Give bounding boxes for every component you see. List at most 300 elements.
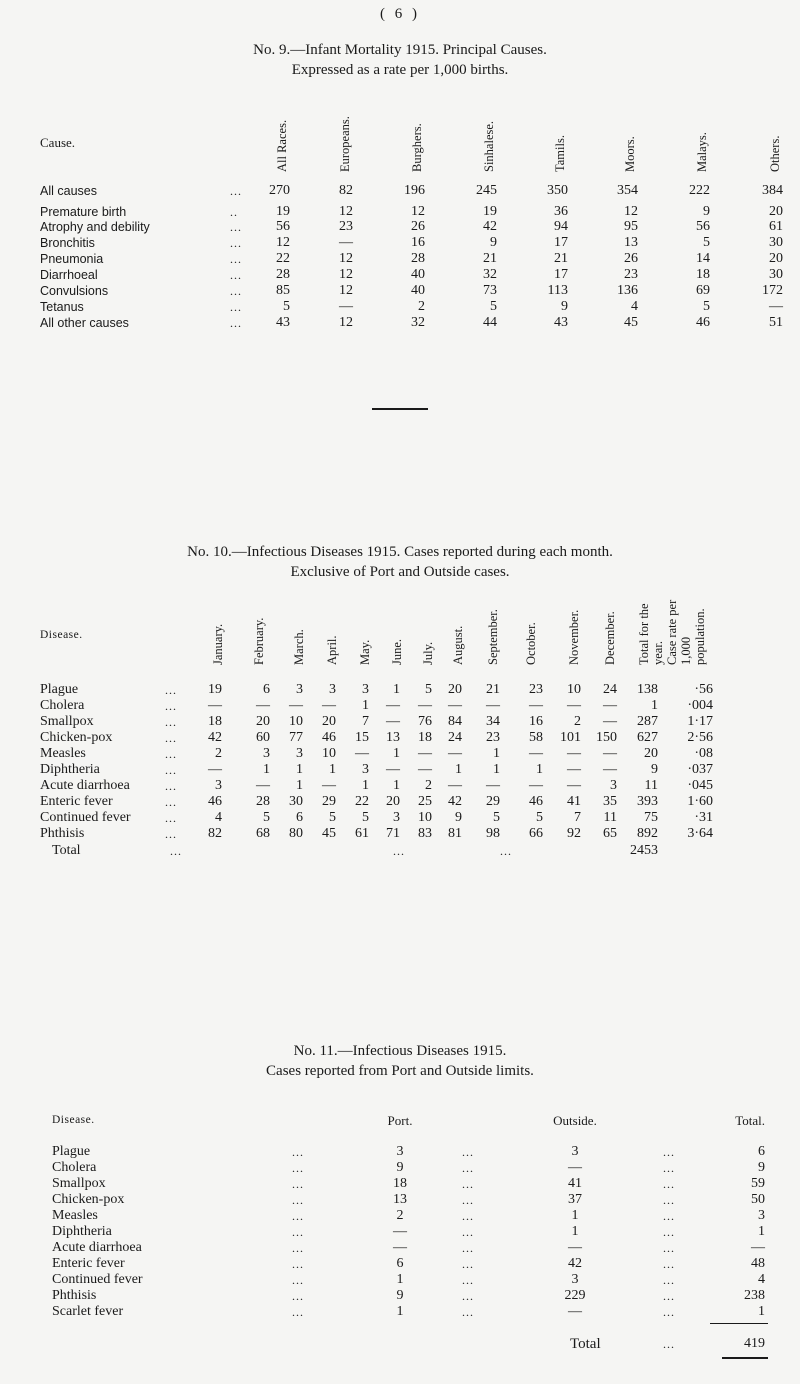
table-cell: — — [603, 762, 617, 777]
table-cell: 9 — [703, 204, 710, 219]
table-cell: 138 — [637, 682, 658, 697]
table-cell: 46 — [208, 794, 222, 809]
table-cell: 13 — [624, 235, 638, 250]
table-cell: 26 — [411, 219, 425, 234]
table-cell: 270 — [269, 183, 290, 198]
row-leader: ... — [292, 1305, 304, 1319]
row-leader: ... — [230, 300, 242, 314]
column-header: Sinhalese. — [482, 120, 496, 172]
row-leader: ... — [663, 1257, 675, 1271]
column-header: July. — [421, 641, 435, 665]
row-leader: ... — [462, 1177, 474, 1191]
outside-cell: 3 — [571, 1144, 579, 1159]
row-label: Chicken-pox — [40, 730, 113, 745]
row-label: Convulsions — [40, 284, 109, 298]
table-cell: — — [448, 778, 462, 793]
row-label: Chicken-pox — [52, 1192, 125, 1207]
table-cell: 43 — [276, 315, 290, 330]
total-cell: 1 — [758, 1224, 765, 1239]
row-leader: ... — [292, 1225, 304, 1239]
row-leader: ... — [663, 1161, 675, 1175]
row-label: Premature birth — [40, 205, 127, 219]
row-label: Acute diarrhoea — [52, 1240, 142, 1255]
row-leader: ... — [292, 1257, 304, 1271]
table-cell: 2·56 — [687, 730, 713, 745]
outside-cell: — — [568, 1304, 582, 1319]
table-cell: 51 — [769, 315, 783, 330]
row-label: Continued fever — [52, 1272, 143, 1287]
table-cell: 13 — [386, 730, 400, 745]
table-cell: 42 — [483, 219, 497, 234]
table-cell: 65 — [603, 826, 617, 841]
disease-header: Disease. — [40, 629, 83, 641]
row-leader: ... — [462, 1305, 474, 1319]
total-cell: 59 — [751, 1176, 765, 1191]
table-cell: 23 — [624, 267, 638, 282]
total-header: Total. — [735, 1113, 765, 1128]
table-cell: 1 — [651, 698, 658, 713]
table-cell: 12 — [624, 204, 638, 219]
table-cell: 21 — [554, 251, 568, 266]
table-cell: — — [448, 698, 462, 713]
outside-cell: 3 — [571, 1272, 579, 1287]
table-cell: 32 — [411, 315, 425, 330]
table-cell: 46 — [529, 794, 543, 809]
table-cell: — — [529, 778, 543, 793]
row-leader: ... — [230, 316, 242, 330]
table-cell: 44 — [483, 315, 497, 330]
table-cell: 11 — [644, 778, 658, 793]
disease-header-11: Disease. — [52, 1114, 95, 1126]
table-cell: — — [339, 299, 353, 314]
column-header: February. — [252, 617, 266, 665]
outside-cell: 1 — [571, 1224, 579, 1239]
table-cell: 30 — [289, 794, 303, 809]
table-cell: 18 — [418, 730, 432, 745]
row-leader: ... — [165, 731, 177, 745]
table-cell: 84 — [448, 714, 462, 729]
row-leader: ... — [292, 1177, 304, 1191]
table-cell: 75 — [644, 810, 658, 825]
table-10-title: No. 10.—Infectious Diseases 1915. Cases reported during each month. — [187, 544, 613, 560]
row-leader: ... — [462, 1241, 474, 1255]
table-cell: 60 — [256, 730, 270, 745]
table-cell: 350 — [547, 183, 568, 198]
table-cell: 1 — [296, 762, 303, 777]
table-9-subtitle: Expressed as a rate per 1,000 births. — [291, 62, 509, 78]
table-cell: 9 — [490, 235, 497, 250]
table-cell: 1 — [536, 762, 543, 777]
port-cell: 6 — [396, 1256, 404, 1271]
page-number: ( 6 ) — [380, 6, 420, 22]
row-label: Tetanus — [40, 300, 84, 314]
row-leader: ... — [292, 1241, 304, 1255]
table-cell: 56 — [696, 219, 710, 234]
table-cell: — — [486, 778, 500, 793]
table-cell: 26 — [624, 251, 638, 266]
column-header: October. — [524, 622, 538, 665]
row-leader: ... — [462, 1289, 474, 1303]
port-cell: 1 — [396, 1304, 404, 1319]
table-cell: 28 — [256, 794, 270, 809]
column-header: December. — [603, 611, 617, 665]
row-label: Pneumonia — [40, 252, 104, 266]
table-cell: 3·64 — [687, 826, 713, 841]
table-cell: — — [256, 698, 270, 713]
row-label: Atrophy and debility — [40, 220, 150, 234]
table-cell: 3 — [329, 682, 336, 697]
table-cell: 40 — [411, 283, 425, 298]
row-label: Scarlet fever — [52, 1304, 124, 1319]
table-cell: 1 — [493, 762, 500, 777]
port-cell: — — [393, 1224, 407, 1239]
total-cell: 238 — [744, 1288, 765, 1303]
table-cell: 42 — [208, 730, 222, 745]
total-cell: 3 — [758, 1208, 765, 1223]
row-leader: ... — [230, 284, 242, 298]
table-cell: 20 — [448, 682, 462, 697]
table-cell: 68 — [256, 826, 270, 841]
table-cell: 12 — [339, 251, 353, 266]
column-header: Total for the year. — [637, 603, 665, 665]
total-cell: 48 — [751, 1256, 765, 1271]
table-cell: 19 — [483, 204, 497, 219]
table-cell: 2 — [574, 714, 581, 729]
table-cell: 34 — [486, 714, 500, 729]
table-cell: — — [567, 746, 581, 761]
table-cell: 25 — [418, 794, 432, 809]
table-cell: 3 — [215, 778, 222, 793]
table-cell: 80 — [289, 826, 303, 841]
table-cell: 101 — [560, 730, 581, 745]
row-leader: ... — [165, 763, 177, 777]
table-cell: — — [418, 746, 432, 761]
table-cell: 21 — [486, 682, 500, 697]
table-cell: 22 — [276, 251, 290, 266]
table-cell: — — [567, 762, 581, 777]
table-cell: 2 — [425, 778, 432, 793]
row-label: Measles — [40, 746, 86, 761]
table-cell: 9 — [455, 810, 462, 825]
table-cell: 5 — [703, 299, 710, 314]
row-leader: ... — [462, 1273, 474, 1287]
table-cell: — — [603, 714, 617, 729]
table-cell: 3 — [263, 746, 270, 761]
table-cell: 16 — [411, 235, 425, 250]
table-cell: — — [529, 698, 543, 713]
table-cell: 12 — [339, 267, 353, 282]
table-cell: 85 — [276, 283, 290, 298]
row-leader: ... — [230, 184, 242, 198]
table-cell: 113 — [547, 283, 568, 298]
table-cell: 20 — [386, 794, 400, 809]
table-cell: 24 — [448, 730, 462, 745]
table-cell: 12 — [339, 283, 353, 298]
row-leader: ... — [663, 1273, 675, 1287]
column-header: All Races. — [275, 119, 289, 172]
table-cell: 24 — [603, 682, 617, 697]
table-cell: ·08 — [694, 746, 713, 761]
table-cell: 29 — [486, 794, 500, 809]
table-cell: 5 — [425, 682, 432, 697]
table-cell: 14 — [696, 251, 710, 266]
table-cell: 12 — [339, 204, 353, 219]
column-header: Case rate per 1,000 population. — [665, 599, 707, 665]
row-label: Diphtheria — [52, 1224, 112, 1239]
total-label: Total — [52, 843, 81, 858]
outside-header: Outside. — [553, 1113, 597, 1128]
row-leader: ... — [292, 1289, 304, 1303]
table-cell: 1 — [296, 778, 303, 793]
row-label: Phthisis — [40, 826, 85, 841]
table-cell: 287 — [637, 714, 658, 729]
table-cell: 1 — [362, 698, 369, 713]
table-cell: 627 — [637, 730, 658, 745]
table-cell: — — [386, 714, 400, 729]
row-label: Plague — [52, 1144, 91, 1159]
row-leader: ... — [462, 1145, 474, 1159]
table-cell: 45 — [322, 826, 336, 841]
row-label: All causes — [40, 184, 97, 198]
table-cell: 393 — [637, 794, 658, 809]
table-cell: 40 — [411, 267, 425, 282]
row-leader: ... — [165, 811, 177, 825]
table-cell: 16 — [529, 714, 543, 729]
table-cell: 12 — [411, 204, 425, 219]
table-cell: 36 — [554, 204, 568, 219]
row-label: Enteric fever — [52, 1256, 125, 1271]
table-cell: 94 — [554, 219, 568, 234]
table-cell: ·004 — [687, 698, 713, 713]
row-leader: ... — [663, 1177, 675, 1191]
table-cell: — — [339, 235, 353, 250]
table-cell: 30 — [769, 267, 783, 282]
column-header: Malays. — [695, 132, 709, 172]
table-cell: 32 — [483, 267, 497, 282]
column-header: May. — [358, 639, 372, 665]
outside-cell: 37 — [568, 1192, 582, 1207]
table-cell: 1 — [393, 682, 400, 697]
row-label: Diarrhoeal — [40, 268, 98, 282]
table-cell: 69 — [696, 283, 710, 298]
row-leader: ... — [292, 1273, 304, 1287]
table-cell: 98 — [486, 826, 500, 841]
table-10-subtitle: Exclusive of Port and Outside cases. — [290, 564, 510, 580]
row-leader: ... — [462, 1193, 474, 1207]
table-cell: 384 — [762, 183, 783, 198]
table-cell: 4 — [631, 299, 638, 314]
row-label: Smallpox — [40, 714, 94, 729]
total-leader: ... — [500, 844, 512, 858]
row-leader: .. — [230, 205, 238, 219]
column-header: Europeans. — [338, 116, 352, 172]
cause-header: Cause. — [40, 135, 76, 150]
table-cell: 81 — [448, 826, 462, 841]
table-cell: 12 — [276, 235, 290, 250]
row-leader: ... — [165, 827, 177, 841]
row-leader: ... — [462, 1209, 474, 1223]
table-cell: 5 — [536, 810, 543, 825]
table-cell: — — [256, 778, 270, 793]
table-cell: 15 — [355, 730, 369, 745]
column-header: September. — [486, 609, 500, 665]
outside-cell: 229 — [564, 1288, 586, 1303]
table-cell: 1·60 — [687, 794, 713, 809]
table-cell: 1·17 — [687, 714, 713, 729]
table-cell: 21 — [483, 251, 497, 266]
port-cell: 1 — [396, 1272, 404, 1287]
port-cell: 9 — [396, 1288, 404, 1303]
grand-total-value: 419 — [744, 1336, 765, 1351]
column-header: Others. — [768, 135, 782, 172]
table-cell: 1 — [362, 778, 369, 793]
table-cell: ·31 — [694, 810, 713, 825]
column-header: March. — [292, 629, 306, 665]
table-cell: 66 — [529, 826, 543, 841]
table-cell: — — [448, 746, 462, 761]
grand-total-leader: ... — [663, 1337, 675, 1351]
total-leader: ... — [393, 844, 405, 858]
column-header: January. — [211, 623, 225, 665]
table-cell: 10 — [418, 810, 432, 825]
row-leader: ... — [663, 1241, 675, 1255]
table-cell: — — [567, 698, 581, 713]
table-cell: 71 — [386, 826, 400, 841]
row-label: Smallpox — [52, 1176, 106, 1191]
table-cell: 19 — [276, 204, 290, 219]
total-cell: — — [751, 1240, 765, 1255]
table-cell: 10 — [567, 682, 581, 697]
row-leader: ... — [165, 779, 177, 793]
table-cell: — — [386, 698, 400, 713]
table-cell: 9 — [651, 762, 658, 777]
outside-cell: — — [568, 1240, 582, 1255]
table-cell: 196 — [404, 183, 425, 198]
row-leader: ... — [165, 683, 177, 697]
port-cell: 18 — [393, 1176, 407, 1191]
row-label: Phthisis — [52, 1288, 97, 1303]
total-cell: 1 — [758, 1304, 765, 1319]
row-leader: ... — [663, 1193, 675, 1207]
table-cell: 18 — [208, 714, 222, 729]
table-cell: 23 — [529, 682, 543, 697]
table-cell: 9 — [561, 299, 568, 314]
table-cell: ·56 — [694, 682, 713, 697]
table-cell: 1 — [393, 778, 400, 793]
table-cell: ·045 — [687, 778, 713, 793]
table-cell: 10 — [322, 746, 336, 761]
table-cell: 43 — [554, 315, 568, 330]
table-cell: 1 — [455, 762, 462, 777]
row-label: Measles — [52, 1208, 98, 1223]
row-label: Enteric fever — [40, 794, 113, 809]
column-header: June. — [390, 638, 404, 665]
table-cell: — — [289, 698, 303, 713]
row-label: Cholera — [52, 1160, 97, 1175]
total-cell: 4 — [758, 1272, 765, 1287]
table-cell: 3 — [393, 810, 400, 825]
total-cell: 50 — [751, 1192, 765, 1207]
row-leader: ... — [462, 1161, 474, 1175]
table-cell: 136 — [617, 283, 638, 298]
total-cell: 6 — [758, 1144, 765, 1159]
table-cell: 5 — [362, 810, 369, 825]
table-cell: 7 — [574, 810, 581, 825]
column-header: November. — [567, 609, 581, 665]
table-cell: — — [322, 778, 336, 793]
table-cell: — — [322, 698, 336, 713]
table-9-title: No. 9.—Infant Mortality 1915. Principal Causes. — [253, 42, 547, 58]
row-label: Bronchitis — [40, 236, 95, 250]
table-cell: 28 — [276, 267, 290, 282]
total-value: 2453 — [630, 843, 658, 858]
outside-cell: 41 — [568, 1176, 582, 1191]
table-cell: 23 — [339, 219, 353, 234]
port-cell: 13 — [393, 1192, 407, 1207]
row-leader: ... — [663, 1225, 675, 1239]
table-cell: 3 — [362, 682, 369, 697]
table-cell: 73 — [483, 283, 497, 298]
row-leader: ... — [165, 795, 177, 809]
table-cell: 35 — [603, 794, 617, 809]
row-label: Diphtheria — [40, 762, 100, 777]
port-cell: 2 — [396, 1208, 404, 1223]
table-cell: 1 — [393, 746, 400, 761]
table-cell: 82 — [208, 826, 222, 841]
table-cell: 7 — [362, 714, 369, 729]
table-cell: 28 — [411, 251, 425, 266]
table-cell: — — [567, 778, 581, 793]
total-cell: 9 — [758, 1160, 765, 1175]
table-cell: 5 — [703, 235, 710, 250]
table-cell: 12 — [339, 315, 353, 330]
table-cell: 17 — [554, 235, 568, 250]
table-cell: 92 — [567, 826, 581, 841]
table-cell: 58 — [529, 730, 543, 745]
table-cell: 892 — [637, 826, 658, 841]
table-cell: 83 — [418, 826, 432, 841]
table-cell: 41 — [567, 794, 581, 809]
row-label: Continued fever — [40, 810, 131, 825]
table-cell: 82 — [339, 183, 353, 198]
row-leader: ... — [230, 268, 242, 282]
table-cell: — — [208, 762, 222, 777]
row-leader: ... — [165, 699, 177, 713]
table-cell: — — [418, 762, 432, 777]
table-cell: 20 — [769, 251, 783, 266]
table-cell: 3 — [610, 778, 617, 793]
table-cell: 20 — [256, 714, 270, 729]
table-cell: 20 — [769, 204, 783, 219]
table-cell: 22 — [355, 794, 369, 809]
row-leader: ... — [292, 1145, 304, 1159]
row-leader: ... — [663, 1145, 675, 1159]
table-cell: 172 — [762, 283, 783, 298]
row-label: Cholera — [40, 698, 85, 713]
row-leader: ... — [663, 1289, 675, 1303]
table-cell: — — [603, 698, 617, 713]
table-cell: 46 — [696, 315, 710, 330]
row-leader: ... — [663, 1305, 675, 1319]
row-leader: ... — [230, 236, 242, 250]
table-cell: 23 — [486, 730, 500, 745]
table-cell: — — [529, 746, 543, 761]
table-cell: — — [418, 698, 432, 713]
table-cell: 11 — [603, 810, 617, 825]
table-cell: 56 — [276, 219, 290, 234]
row-leader: ... — [462, 1225, 474, 1239]
table-cell: 4 — [215, 810, 222, 825]
